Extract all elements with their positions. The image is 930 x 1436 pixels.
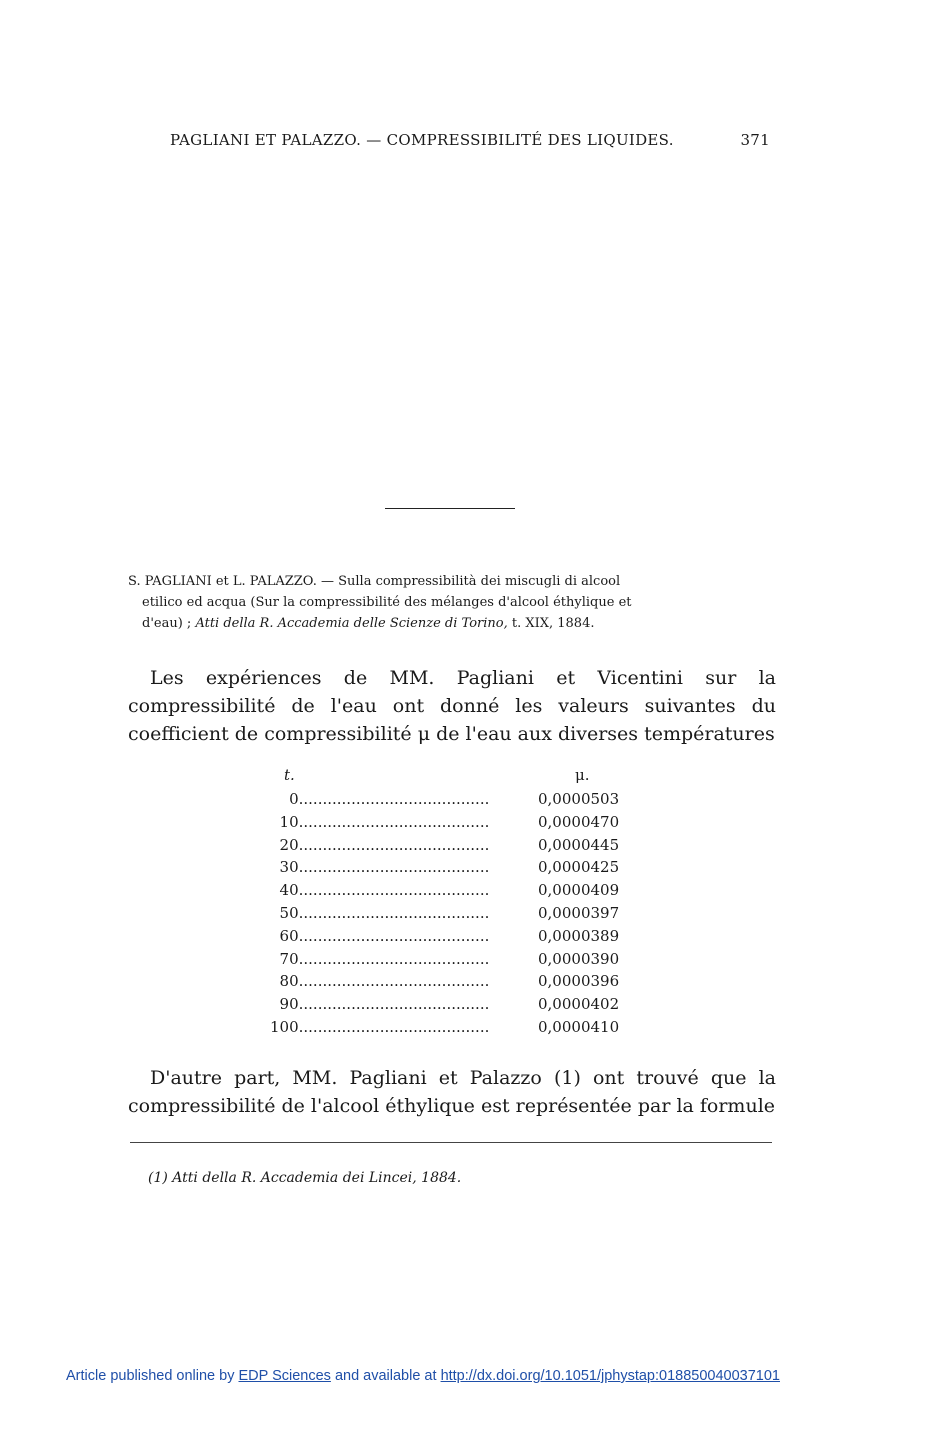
journal-title: Atti della R. Accademia delle Scienze di Torino, (195, 616, 508, 631)
reference-line-3-text: d'eau) ; (142, 616, 196, 631)
table-row (270, 950, 640, 973)
page-number: 371 (740, 131, 770, 149)
temperature-cell: 20........................................ (270, 835, 490, 854)
table-row (270, 927, 640, 950)
mu-cell: 0,0000410 (538, 1017, 620, 1036)
mu-cell: 0,0000425 (538, 858, 620, 877)
reference-line-1: S. PAGLIANI et L. PALAZZO. — Sulla compressibilità dei miscugli di alcool (128, 574, 621, 589)
table-row (270, 904, 640, 927)
column-header-t: t. (284, 766, 295, 784)
running-header (170, 131, 770, 149)
temperature-cell: 40........................................ (270, 881, 490, 900)
reference-line-3 (128, 613, 774, 634)
mu-cell: 0,0000503 (538, 790, 620, 808)
mu-cell: 0,0000402 (538, 995, 620, 1014)
mu-cell: 0,0000409 (538, 881, 620, 900)
temperature-cell: 70........................................ (270, 949, 490, 968)
mu-cell: 0,0000470 (538, 812, 620, 831)
reference-volume: t. XIX, 1884. (507, 616, 595, 631)
temperature-cell: 60........................................ (270, 926, 490, 945)
table-row (270, 813, 640, 836)
table-row (270, 858, 640, 881)
publication-credit (66, 1368, 780, 1384)
temperature-cell: 80........................................ (270, 972, 490, 991)
paragraph-2: D'autre part, MM. Pagliani et Palazzo (1) ont trouvé que la compressibilité de l'alcool éthylique est représentée par la formule (128, 1067, 776, 1117)
section-divider (385, 508, 515, 509)
table-row (270, 836, 640, 859)
table-row (270, 881, 640, 904)
mu-cell: 0,0000390 (538, 949, 620, 968)
temperature-cell: 90........................................ (270, 995, 490, 1014)
mu-cell: 0,0000445 (538, 835, 620, 854)
temperature-cell: 50........................................ (270, 903, 490, 922)
doi-link[interactable]: http://dx.doi.org/10.1051/jphystap:018850040037101 (440, 1368, 780, 1384)
credit-prefix: Article published online by (66, 1368, 239, 1384)
table-row (270, 1018, 640, 1041)
mu-cell: 0,0000397 (538, 903, 620, 922)
table-header (270, 766, 640, 790)
mu-cell: 0,0000389 (538, 926, 620, 945)
paragraph-1: Les expériences de MM. Pagliani et Vicentini sur la compressibilité de l'eau ont donné les valeurs suivantes du coefficient de compressibilité μ de l'eau aux diverses températures (128, 667, 776, 745)
publisher-link[interactable]: EDP Sciences (238, 1368, 331, 1384)
footnote: (1) Atti della R. Accademia dei Lincei, 1884. (148, 1170, 462, 1186)
table-row (270, 972, 640, 995)
footnote-rule (130, 1142, 772, 1143)
table-row (270, 790, 640, 813)
temperature-cell: 30........................................ (270, 858, 490, 877)
temperature-cell: 100........................................ (270, 1017, 490, 1036)
reference-line-2: etilico ed acqua (Sur la compressibilité des mélanges d'alcool éthylique et (142, 595, 632, 610)
temperature-cell: 10........................................ (270, 812, 490, 831)
mu-cell: 0,0000396 (538, 972, 620, 991)
running-title: PAGLIANI ET PALAZZO. — COMPRESSIBILITÉ DES LIQUIDES. (170, 131, 674, 149)
table-body (270, 790, 640, 1041)
temperature-cell: 0........................................ (270, 790, 490, 808)
table-row (270, 995, 640, 1018)
bibliographic-reference (128, 571, 774, 634)
compressibility-table (270, 766, 640, 1041)
credit-middle: and available at (330, 1368, 441, 1384)
column-header-mu: μ. (575, 766, 590, 784)
